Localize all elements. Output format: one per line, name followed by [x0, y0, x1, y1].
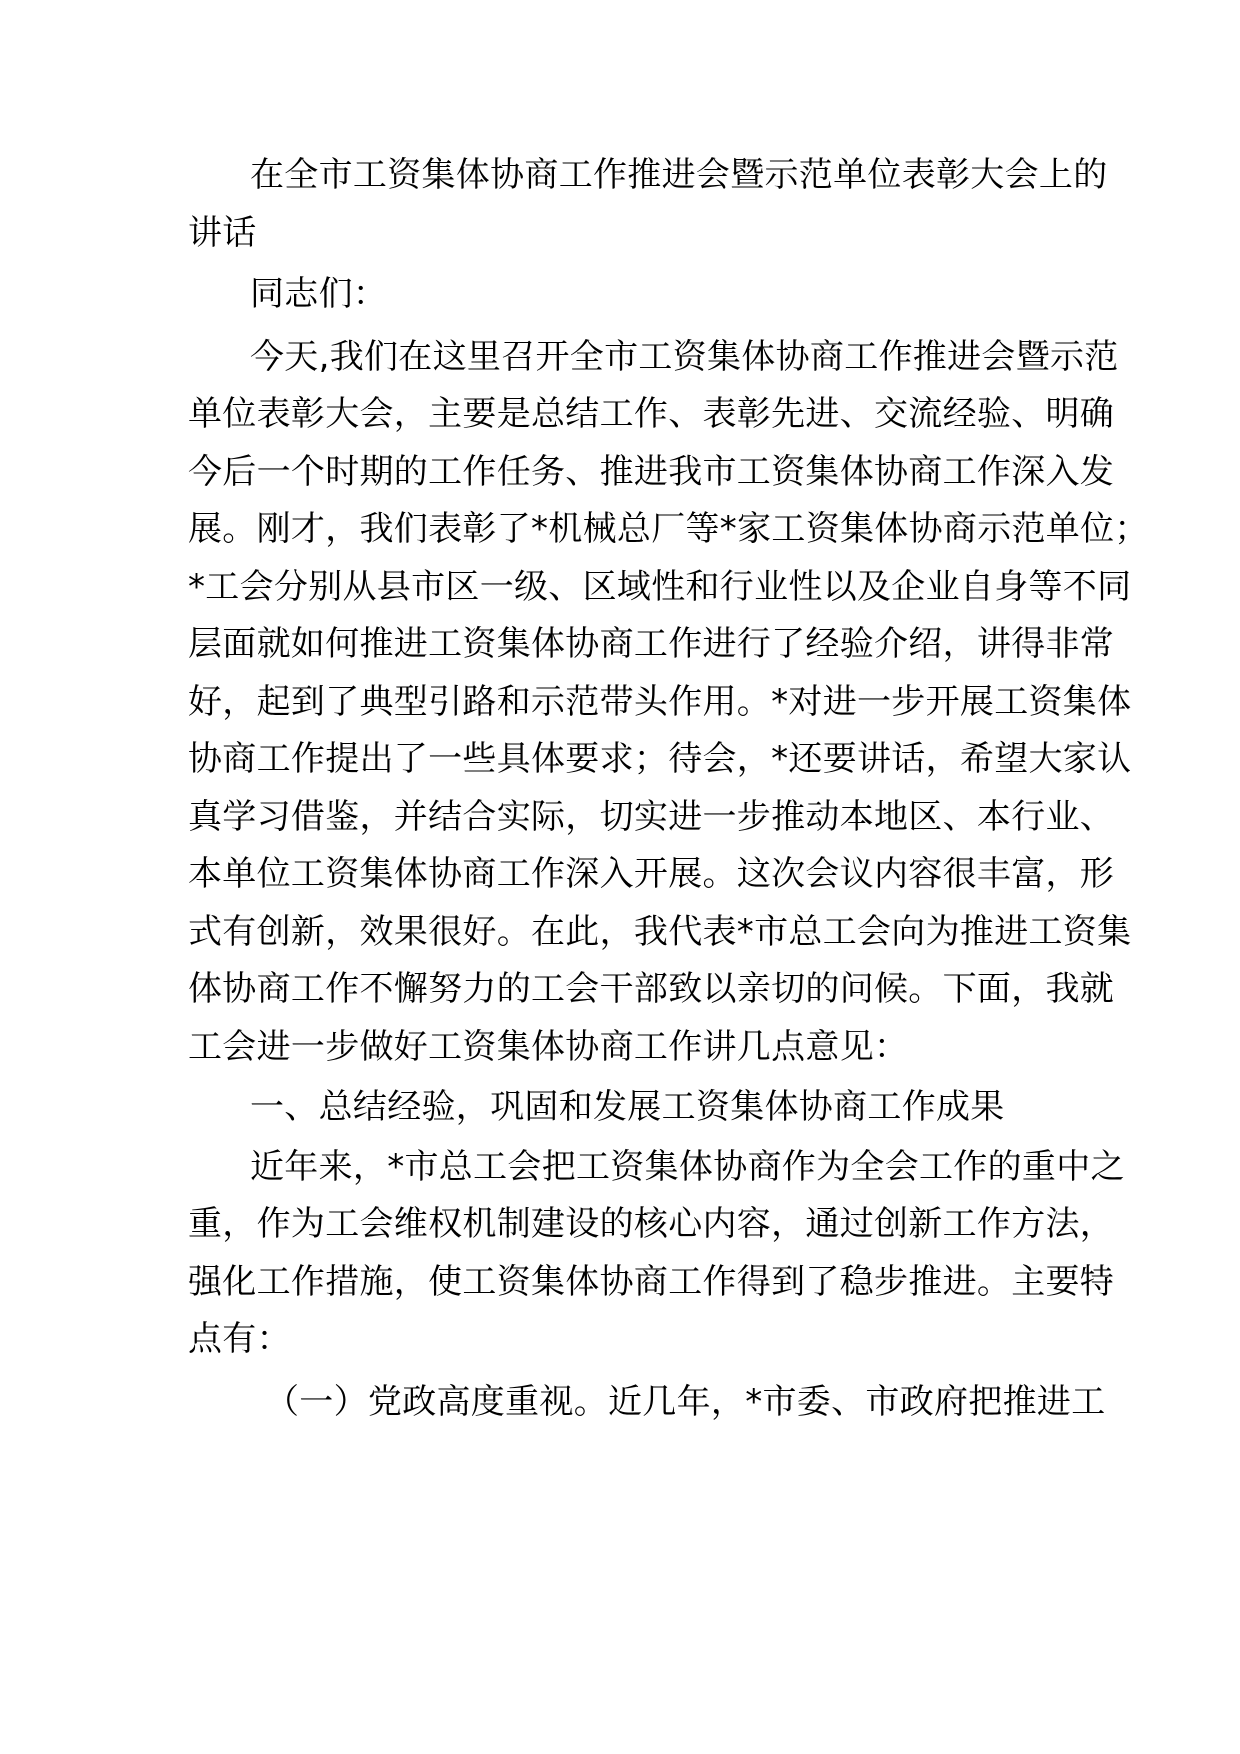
body-line: 点有： [188, 1319, 291, 1359]
body-line: 好，起到了典型引路和示范带头作用。*对进一步开展工资集体 [188, 682, 1132, 722]
body-line: 单位表彰大会，主要是总结工作、表彰先进、交流经验、明确 [188, 394, 1115, 434]
body-line: 近年来，*市总工会把工资集体协商作为全会工作的重中之 [250, 1147, 1125, 1187]
body-line: 今天,我们在这里召开全市工资集体协商工作推进会暨示范 [250, 337, 1119, 377]
body-line: 层面就如何推进工资集体协商工作进行了经验介绍，讲得非常 [188, 624, 1115, 664]
body-line: 今后一个时期的工作任务、推进我市工资集体协商工作深入发 [188, 452, 1115, 492]
body-line: 协商工作提出了一些具体要求；待会，*还要讲话，希望大家认 [188, 739, 1132, 779]
section-heading: 一、总结经验，巩固和发展工资集体协商工作成果 [250, 1087, 1005, 1127]
body-line: 式有创新，效果很好。在此，我代表*市总工会向为推进工资集 [188, 912, 1132, 952]
salutation: 同志们： [250, 274, 388, 314]
body-line: 真学习借鉴，并结合实际，切实进一步推动本地区、本行业、 [188, 797, 1115, 837]
body-line: 体协商工作不懈努力的工会干部致以亲切的问候。下面，我就 [188, 969, 1115, 1009]
body-line: 强化工作措施，使工资集体协商工作得到了稳步推进。主要特 [188, 1262, 1115, 1302]
subsection-heading: （一）党政高度重视。近几年，*市委、市政府把推进工 [265, 1382, 1106, 1422]
body-line: 工会进一步做好工资集体协商工作讲几点意见： [188, 1027, 909, 1067]
body-line: 本单位工资集体协商工作深入开展。这次会议内容很丰富，形 [188, 854, 1115, 894]
title-line-2: 讲话 [188, 213, 257, 253]
title-line-1: 在全市工资集体协商工作推进会暨示范单位表彰大会上的 [250, 155, 1108, 195]
body-line: *工会分别从县市区一级、区域性和行业性以及企业自身等不同 [188, 567, 1132, 607]
body-line: 展。刚才，我们表彰了*机械总厂等*家工资集体协商示范单位； [188, 509, 1149, 549]
body-line: 重，作为工会维权机制建设的核心内容，通过创新工作方法， [188, 1204, 1115, 1244]
